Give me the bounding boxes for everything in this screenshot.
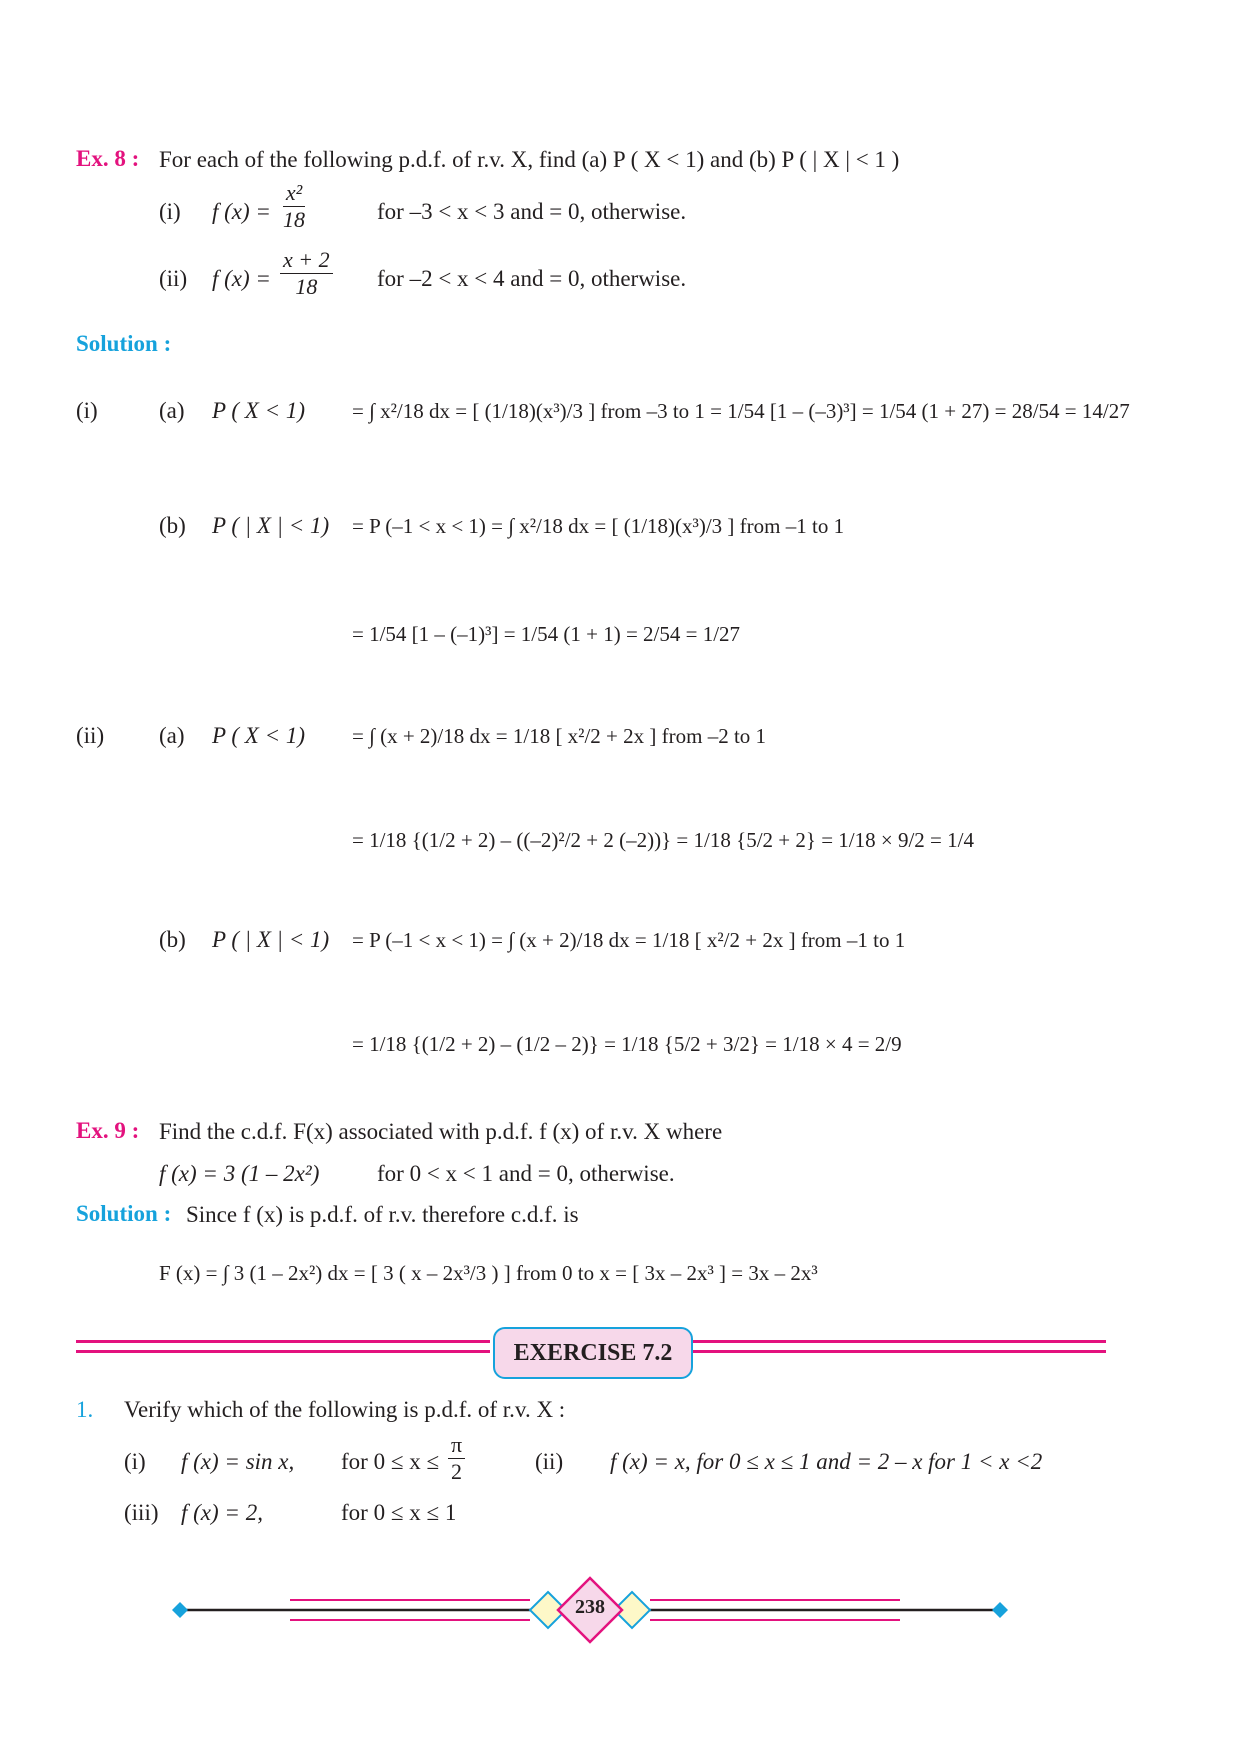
- ex8-prompt: For each of the following p.d.f. of r.v. X, find (a) P ( X < 1) and (b) P ( | X | < 1 ): [159, 147, 900, 172]
- sol-ii-a-lhs: P ( X < 1): [212, 723, 306, 748]
- q1-i-label: (i): [124, 1449, 146, 1474]
- sol-ii-label: (ii): [76, 723, 105, 748]
- sol-ii-a-line1: = ∫ (x + 2)/18 dx = 1/18 [ x²/2 + 2x ] from –2 to 1: [352, 724, 767, 748]
- ex9-fx: f (x) = 3 (1 – 2x²): [159, 1161, 320, 1186]
- sol-ii-b-line1: = P (–1 < x < 1) = ∫ (x + 2)/18 dx = 1/18 [ x²/2 + 2x ] from –1 to 1: [352, 928, 906, 952]
- ex9-cdf-derivation: F (x) = ∫ 3 (1 – 2x²) dx = [ 3 ( x – 2x³/3 ) ] from 0 to x = [ 3x – 2x³ ] = 3x – 2x³: [159, 1261, 818, 1285]
- ex8-i-lhs: f (x) =: [212, 199, 271, 224]
- ex8-ii-label: (ii): [159, 266, 188, 291]
- ex8-ii-fraction: [280, 247, 333, 300]
- q1-ii-label: (ii): [535, 1449, 564, 1474]
- ex8-ii-cond: for –2 < x < 4 and = 0, otherwise.: [377, 266, 687, 291]
- ex8-ii-num: x + 2: [280, 247, 333, 274]
- q1-iii-cond: for 0 ≤ x ≤ 1: [341, 1500, 457, 1525]
- exercise-rule-right-bottom: [692, 1350, 1106, 1353]
- sol-ii-a-line2: = 1/18 {(1/2 + 2) – ((–2)²/2 + 2 (–2))} = 1/18 {5/2 + 2} = 1/18 × 9/2 = 1/4: [352, 828, 974, 852]
- sol-i-b-lhs: P ( | X | < 1): [212, 513, 330, 538]
- exercise-title: EXERCISE 7.2: [493, 1327, 693, 1379]
- q1-i-num: π: [448, 1432, 465, 1459]
- ex8-i-fraction: [280, 180, 308, 233]
- q1-iii-label: (iii): [124, 1500, 159, 1525]
- ex8-ii-den: 18: [295, 274, 318, 299]
- ex9-prompt: Find the c.d.f. F(x) associated with p.d.f. f (x) of r.v. X where: [159, 1119, 723, 1144]
- sol-i-label: (i): [76, 398, 98, 423]
- solution-label: Solution :: [76, 331, 172, 356]
- sol-i-b-line2: = 1/54 [1 – (–1)³] = 1/54 (1 + 1) = 2/54 = 1/27: [352, 622, 741, 646]
- page-number: 238: [575, 1596, 605, 1618]
- q1-i-f: f (x) = sin x,: [181, 1449, 295, 1474]
- sol-i-b-line1: = P (–1 < x < 1) = ∫ x²/18 dx = [ (1/18)(x³)/3 ] from –1 to 1: [352, 514, 845, 538]
- ex9-cond: for 0 < x < 1 and = 0, otherwise.: [377, 1161, 675, 1186]
- sol-i-a-label: (a): [159, 398, 185, 423]
- q1-number: 1.: [76, 1397, 94, 1422]
- sol-ii-b-lhs: P ( | X | < 1): [212, 927, 330, 952]
- sol-i-a-line1: = ∫ x²/18 dx = [ (1/18)(x³)/3 ] from –3 to 1 = 1/54 [1 – (–3)³] = 1/54 (1 + 27) = 28/54 = 14/27: [352, 399, 1130, 423]
- sol-ii-b-line2: = 1/18 {(1/2 + 2) – (1/2 – 2)} = 1/18 {5/2 + 3/2} = 1/18 × 4 = 2/9: [352, 1032, 902, 1056]
- ex8-ii-lhs: f (x) =: [212, 266, 271, 291]
- q1-iii-f: f (x) = 2,: [181, 1500, 263, 1525]
- sol-ii-b-label: (b): [159, 927, 186, 952]
- ex9-label: Ex. 9 :: [76, 1118, 140, 1143]
- q1-ii-f: f (x) = x, for 0 ≤ x ≤ 1 and = 2 – x for 1 < x <2: [610, 1449, 1043, 1474]
- exercise-rule-left-top: [76, 1340, 490, 1343]
- ex8-i-cond: for –3 < x < 3 and = 0, otherwise.: [377, 199, 687, 224]
- q1-i-den: 2: [451, 1459, 463, 1484]
- ex8-i-label: (i): [159, 199, 181, 224]
- q1-i-cond: for 0 ≤ x ≤: [341, 1449, 440, 1474]
- sol-i-a-lhs: P ( X < 1): [212, 398, 306, 423]
- ex8-i-den: 18: [283, 207, 305, 232]
- ex8-label: Ex. 8 :: [76, 146, 140, 171]
- sol-ii-a-label: (a): [159, 723, 185, 748]
- ex9-solution-text: Since f (x) is p.d.f. of r.v. therefore c.d.f. is: [186, 1202, 579, 1227]
- ex9-solution-label: Solution :: [76, 1201, 172, 1226]
- exercise-rule-right-top: [692, 1340, 1106, 1343]
- sol-i-b-label: (b): [159, 513, 186, 538]
- q1-text: Verify which of the following is p.d.f. of r.v. X :: [124, 1397, 566, 1422]
- ex8-i-num: x²: [283, 180, 305, 207]
- exercise-rule-left-bottom: [76, 1350, 490, 1353]
- q1-i-pi-half: [448, 1432, 465, 1485]
